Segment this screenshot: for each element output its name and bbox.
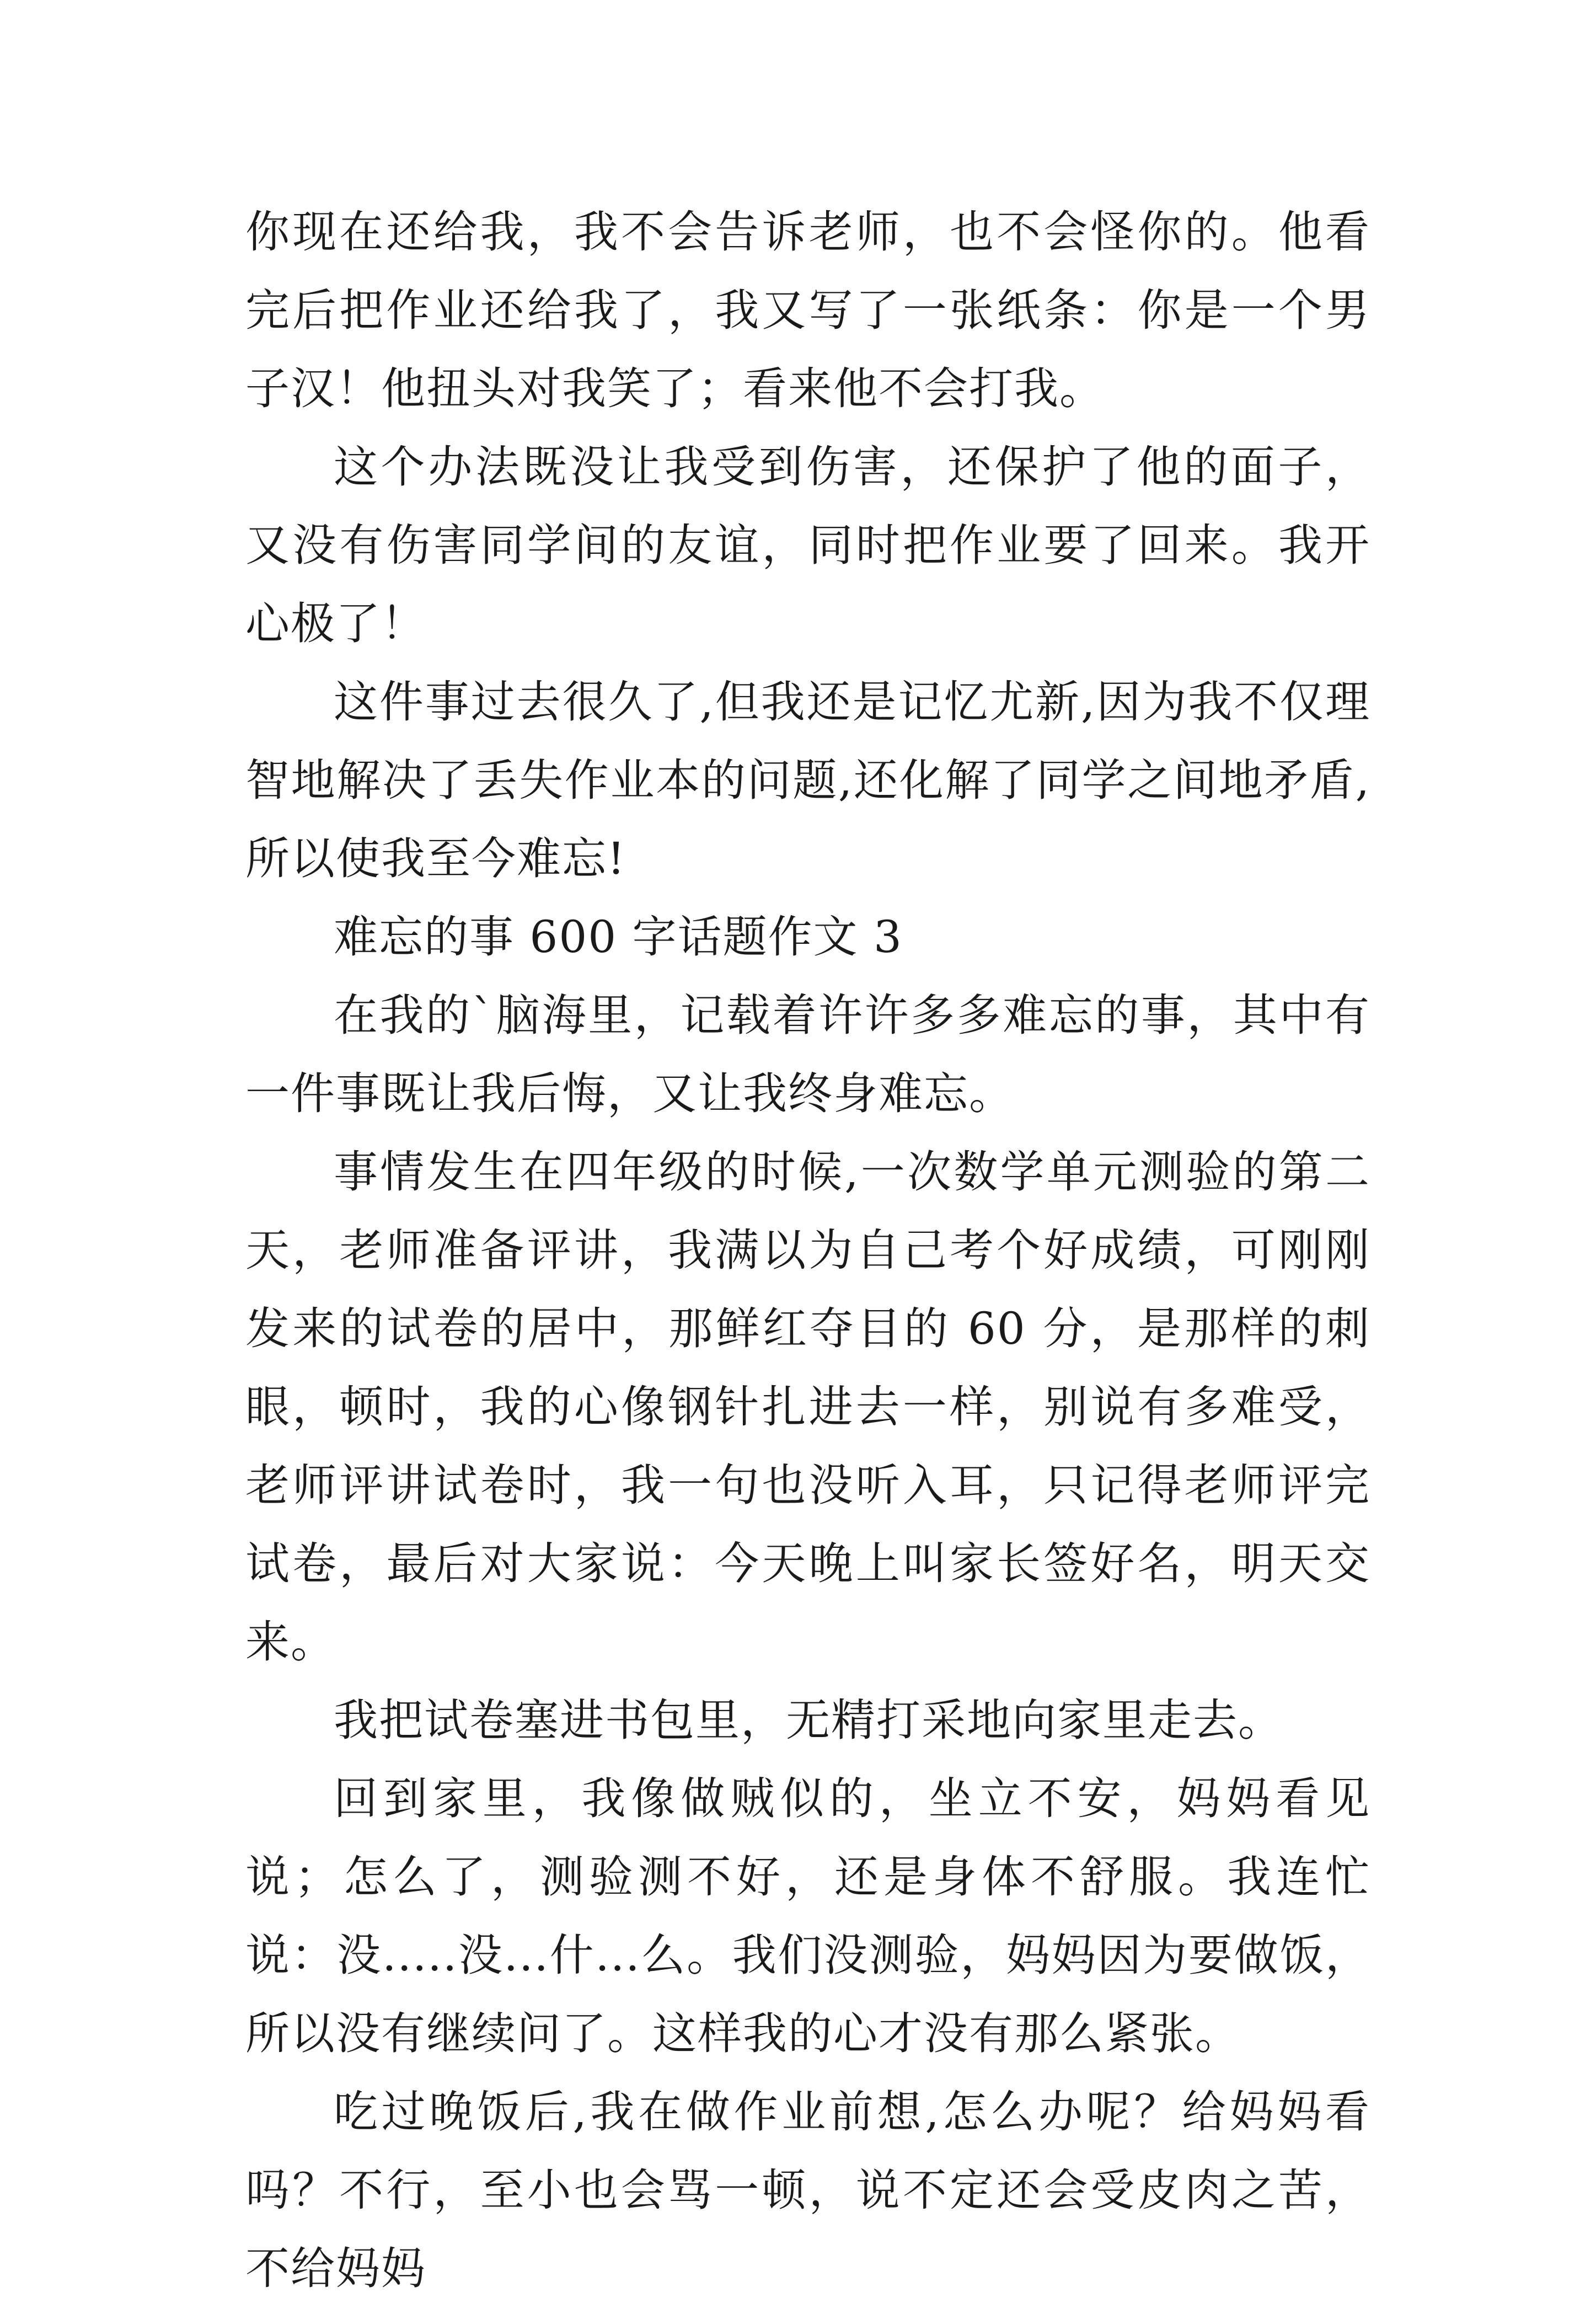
paragraph-1: 你现在还给我，我不会告诉老师，也不会怪你的。他看完后把作业还给我了，我又写了一张纸条：你是一个男子汉！他扭头对我笑了；看来他不会打我。 — [245, 206, 1370, 414]
paragraph-6: 事情发生在四年级的时候,一次数学单元测验的第二天，老师准备评讲，我满以为自己考个好成绩，可刚刚发来的试卷的居中，那鲜红夺目的 60 分，是那样的刺眼，顿时，我的心像钢针扎进去一样，别说有多难受，老师评讲试卷时，我一句也没听入耳，只记得老师评完试卷，最后对大家说：今天晚上叫家长签好名，明天交来。 — [245, 1146, 1370, 1668]
paragraph-2: 这个办法既没让我受到伤害，还保护了他的面子，又没有伤害同学间的友谊，同时把作业要了回来。我开心极了！ — [245, 441, 1370, 649]
body-text — [245, 193, 1370, 2308]
paragraph-3: 这件事过去很久了,但我还是记忆尤新,因为我不仅理智地解决了丢失作业本的问题,还化解了同学之间地矛盾,所以使我至今难忘! — [245, 676, 1370, 884]
paragraph-5: 在我的`脑海里，记载着许许多多难忘的事，其中有一件事既让我后悔，又让我终身难忘。 — [245, 990, 1370, 1119]
paragraph-8: 回到家里，我像做贼似的，坐立不安，妈妈看见说；怎么了，测验测不好，还是身体不舒服。我连忙说：没.....没...什...么。我们没测验，妈妈因为要做饭，所以没有继续问了。这样我的心才没有那么紧张。 — [245, 1773, 1370, 2059]
section-heading: 难忘的事 600 字话题作文 3 — [334, 911, 903, 963]
paragraph-7: 我把试卷塞进书包里，无精打采地向家里走去。 — [334, 1695, 1283, 1746]
paragraph-9: 吃过晚饭后,我在做作业前想,怎么办呢？给妈妈看吗？不行，至小也会骂一顿，说不定还会受皮肉之苦，不给妈妈 — [245, 2086, 1370, 2294]
